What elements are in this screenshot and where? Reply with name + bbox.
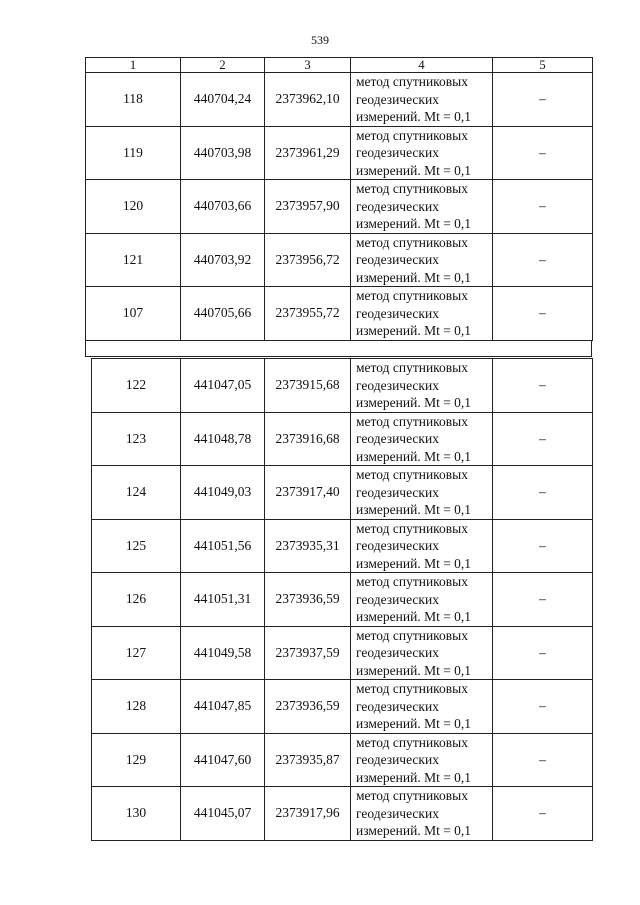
y-coordinate-cell: 2373957,90	[265, 180, 351, 234]
method-cell	[351, 787, 493, 841]
method-line: измерений. Mt = 0,1	[356, 395, 472, 410]
point-id-cell: 123	[92, 412, 181, 466]
y-coordinate-cell: 2373955,72	[265, 287, 351, 341]
note-cell: –	[493, 466, 593, 520]
method-line: метод спутниковых	[356, 520, 468, 536]
method-line: измерений. Mt = 0,1	[356, 216, 472, 231]
table-row	[92, 359, 593, 413]
method-cell	[351, 180, 493, 234]
method-line: измерений. Mt = 0,1	[356, 716, 472, 731]
point-id-cell: 107	[86, 287, 181, 341]
coordinates-table-block-b	[91, 358, 593, 841]
x-coordinate-cell: 441047,60	[181, 733, 265, 787]
table-row	[92, 412, 593, 466]
table-row	[92, 680, 593, 734]
method-cell	[351, 626, 493, 680]
header-col-3: 3	[265, 58, 351, 73]
x-coordinate-cell: 440703,98	[181, 126, 265, 180]
method-line: геодезических	[356, 538, 439, 553]
y-coordinate-cell: 2373935,31	[265, 519, 351, 573]
method-cell	[351, 573, 493, 627]
method-line: геодезических	[356, 377, 439, 393]
method-line: измерений. Mt = 0,1	[356, 162, 472, 178]
method-line: измерений. Mt = 0,1	[356, 769, 472, 785]
note-cell: –	[493, 733, 593, 787]
x-coordinate-cell: 440704,24	[181, 73, 265, 127]
method-cell	[351, 519, 493, 573]
table-row	[92, 626, 593, 680]
y-coordinate-cell: 2373935,87	[265, 733, 351, 787]
method-line: геодезических	[356, 91, 439, 107]
method-line: геодезических	[356, 252, 439, 267]
method-line: метод спутниковых	[356, 788, 468, 803]
y-coordinate-cell: 2373917,40	[265, 466, 351, 520]
method-line: метод спутниковых	[356, 127, 468, 143]
table-header	[85, 57, 593, 73]
method-line: метод спутниковых	[356, 360, 468, 375]
table-row	[86, 180, 593, 234]
header-col-1: 1	[86, 58, 181, 73]
method-line: метод спутниковых	[356, 181, 468, 196]
point-id-cell: 124	[92, 466, 181, 520]
method-line: геодезических	[356, 145, 439, 160]
method-line: метод спутниковых	[356, 288, 468, 303]
note-cell: –	[493, 680, 593, 734]
header-col-5: 5	[493, 58, 593, 73]
table-row	[92, 573, 593, 627]
method-cell	[351, 126, 493, 180]
table-row	[86, 126, 593, 180]
x-coordinate-cell: 441051,56	[181, 519, 265, 573]
method-line: геодезических	[356, 805, 439, 821]
y-coordinate-cell: 2373915,68	[265, 359, 351, 413]
note-cell: –	[493, 626, 593, 680]
method-line: метод спутниковых	[356, 681, 468, 696]
point-id-cell: 126	[92, 573, 181, 627]
y-coordinate-cell: 2373936,59	[265, 680, 351, 734]
coordinates-table-block-a	[85, 72, 593, 341]
table-row	[92, 787, 593, 841]
note-cell: –	[493, 359, 593, 413]
point-id-cell: 118	[86, 73, 181, 127]
note-cell: –	[493, 519, 593, 573]
table-row	[86, 233, 593, 287]
note-cell: –	[493, 787, 593, 841]
x-coordinate-cell: 440703,66	[181, 180, 265, 234]
point-id-cell: 119	[86, 126, 181, 180]
point-id-cell: 125	[92, 519, 181, 573]
method-cell	[351, 73, 493, 127]
method-line: метод спутниковых	[356, 627, 468, 643]
method-line: метод спутниковых	[356, 734, 468, 750]
x-coordinate-cell: 441047,85	[181, 680, 265, 734]
method-line: метод спутниковых	[356, 574, 468, 589]
point-id-cell: 120	[86, 180, 181, 234]
method-line: измерений. Mt = 0,1	[356, 555, 472, 571]
x-coordinate-cell: 441049,58	[181, 626, 265, 680]
method-line: геодезических	[356, 198, 439, 214]
method-line: геодезических	[356, 305, 439, 321]
point-id-cell: 129	[92, 733, 181, 787]
header-col-2: 2	[181, 58, 265, 73]
x-coordinate-cell: 441045,07	[181, 787, 265, 841]
method-line: метод спутниковых	[356, 234, 468, 250]
note-cell: –	[493, 126, 593, 180]
method-line: метод спутниковых	[356, 413, 468, 429]
method-cell	[351, 233, 493, 287]
method-line: метод спутниковых	[356, 467, 468, 482]
y-coordinate-cell: 2373961,29	[265, 126, 351, 180]
method-line: измерений. Mt = 0,1	[356, 448, 472, 464]
x-coordinate-cell: 440703,92	[181, 233, 265, 287]
method-line: измерений. Mt = 0,1	[356, 609, 472, 624]
note-cell: –	[493, 180, 593, 234]
method-line: измерений. Mt = 0,1	[356, 269, 472, 285]
header-col-4: 4	[351, 58, 493, 73]
method-line: геодезических	[356, 591, 439, 607]
y-coordinate-cell: 2373962,10	[265, 73, 351, 127]
point-id-cell: 122	[92, 359, 181, 413]
y-coordinate-cell: 2373917,96	[265, 787, 351, 841]
method-line: измерений. Mt = 0,1	[356, 323, 472, 338]
x-coordinate-cell: 441051,31	[181, 573, 265, 627]
method-line: геодезических	[356, 645, 439, 660]
note-cell: –	[493, 233, 593, 287]
x-coordinate-cell: 440705,66	[181, 287, 265, 341]
method-line: геодезических	[356, 484, 439, 500]
point-id-cell: 128	[92, 680, 181, 734]
note-cell: –	[493, 573, 593, 627]
method-cell	[351, 733, 493, 787]
table-row	[86, 287, 593, 341]
y-coordinate-cell: 2373916,68	[265, 412, 351, 466]
y-coordinate-cell: 2373956,72	[265, 233, 351, 287]
method-cell	[351, 466, 493, 520]
method-line: измерений. Mt = 0,1	[356, 823, 472, 838]
table-row	[92, 466, 593, 520]
y-coordinate-cell: 2373936,59	[265, 573, 351, 627]
y-coordinate-cell: 2373937,59	[265, 626, 351, 680]
method-cell	[351, 359, 493, 413]
table-separator-row	[85, 341, 592, 357]
table-row	[86, 73, 593, 127]
page-number: 539	[311, 33, 329, 47]
method-line: метод спутниковых	[356, 74, 468, 89]
method-cell	[351, 412, 493, 466]
point-id-cell: 121	[86, 233, 181, 287]
note-cell: –	[493, 412, 593, 466]
x-coordinate-cell: 441049,03	[181, 466, 265, 520]
x-coordinate-cell: 441048,78	[181, 412, 265, 466]
point-id-cell: 127	[92, 626, 181, 680]
x-coordinate-cell: 441047,05	[181, 359, 265, 413]
table-row	[92, 519, 593, 573]
note-cell: –	[493, 287, 593, 341]
point-id-cell: 130	[92, 787, 181, 841]
method-line: геодезических	[356, 698, 439, 714]
method-cell	[351, 680, 493, 734]
method-line: измерений. Mt = 0,1	[356, 109, 472, 124]
table-row	[92, 733, 593, 787]
note-cell: –	[493, 73, 593, 127]
method-line: геодезических	[356, 431, 439, 446]
method-line: геодезических	[356, 752, 439, 767]
method-line: измерений. Mt = 0,1	[356, 502, 472, 517]
method-line: измерений. Mt = 0,1	[356, 662, 472, 678]
method-cell	[351, 287, 493, 341]
